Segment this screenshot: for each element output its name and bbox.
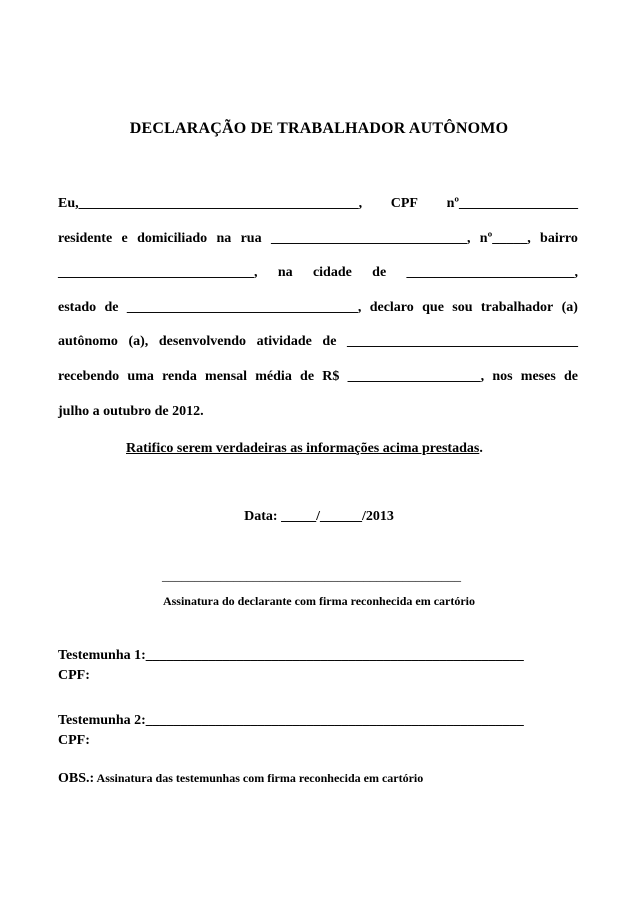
document-title: DECLARAÇÃO DE TRABALHADOR AUTÔNOMO [129, 120, 509, 137]
paragraph-word: que [422, 299, 444, 315]
paragraph-word: atividade [256, 334, 312, 350]
paragraph-word: ____________________________, [270, 230, 471, 246]
paragraph-line [58, 231, 578, 266]
witness-1-block [58, 646, 524, 686]
witness-1-cpf: CPF: [58, 668, 90, 683]
paragraph-word: declaro [369, 299, 414, 315]
ratify-statement [126, 441, 483, 457]
paragraph-word: de [300, 368, 315, 384]
paragraph-word: rua [240, 230, 262, 246]
date-line: Data: _____/______/2013 [244, 509, 394, 524]
paragraph-word: nos [492, 368, 513, 384]
paragraph-word: (a), [128, 334, 149, 350]
paragraph-word: _________________________________ [346, 334, 578, 350]
paragraph-last-line: julho a outubro de 2012. [58, 403, 204, 419]
witness-2-cpf: CPF: [58, 733, 90, 748]
paragraph-line [58, 369, 578, 404]
paragraph-word: Eu,________________________________________, [58, 196, 363, 211]
paragraph-word: nº_____, [479, 230, 531, 246]
paragraph-line [58, 196, 578, 231]
paragraph-word: mensal [205, 368, 248, 384]
paragraph-word: estado [58, 299, 97, 315]
paragraph-line [58, 265, 578, 300]
ratify-period: . [479, 441, 483, 456]
paragraph-word: domiciliado [137, 230, 208, 246]
paragraph-word: bairro [540, 230, 578, 246]
witness-2-label: Testemunha 2:______________________________________________________ [58, 713, 524, 728]
paragraph-word: na [216, 230, 232, 246]
signature-line: ______________________________________________ [162, 568, 461, 583]
paragraph-word: autônomo [58, 334, 118, 350]
paragraph-word: sou [452, 299, 473, 315]
paragraph-word: recebendo [58, 368, 120, 384]
paragraph-word: na [277, 265, 293, 281]
paragraph-word: cidade [312, 265, 352, 281]
obs-text: Assinatura das testemunhas com firma reconhecida em cartório [94, 771, 424, 785]
paragraph-word: _________________________________, [126, 299, 362, 315]
paragraph-word: R$ [322, 368, 340, 384]
paragraph-word: desenvolvendo [158, 334, 247, 350]
witness-2-block [58, 711, 524, 751]
ratify-text: Ratifico serem verdadeiras as informações acima prestadas [126, 441, 480, 456]
declaration-paragraph [58, 196, 578, 438]
paragraph-word: ____________________________, [58, 265, 258, 281]
paragraph-word: residente [58, 230, 113, 246]
paragraph-word: (a) [561, 299, 578, 315]
paragraph-word: e [121, 230, 128, 246]
paragraph-word: trabalhador [480, 299, 554, 315]
paragraph-word: de [564, 368, 578, 384]
paragraph-word: CPF [390, 196, 418, 211]
paragraph-word: nº_________________ [446, 196, 578, 211]
paragraph-word: de [322, 334, 337, 350]
paragraph-word: média [255, 368, 292, 384]
observation [58, 769, 423, 787]
paragraph-word: de [372, 265, 387, 281]
paragraph-word: renda [162, 368, 197, 384]
paragraph-line [58, 334, 578, 369]
paragraph-word: de [104, 299, 119, 315]
witness-1-label: Testemunha 1:______________________________________________________ [58, 648, 524, 663]
paragraph-word: ________________________, [406, 265, 578, 281]
paragraph-word: meses [520, 368, 556, 384]
paragraph-word: ___________________, [347, 368, 485, 384]
obs-label: OBS.: [58, 771, 95, 786]
paragraph-line [58, 300, 578, 335]
signature-caption: Assinatura do declarante com firma reconhecida em cartório [162, 594, 476, 608]
paragraph-word: uma [127, 368, 154, 384]
